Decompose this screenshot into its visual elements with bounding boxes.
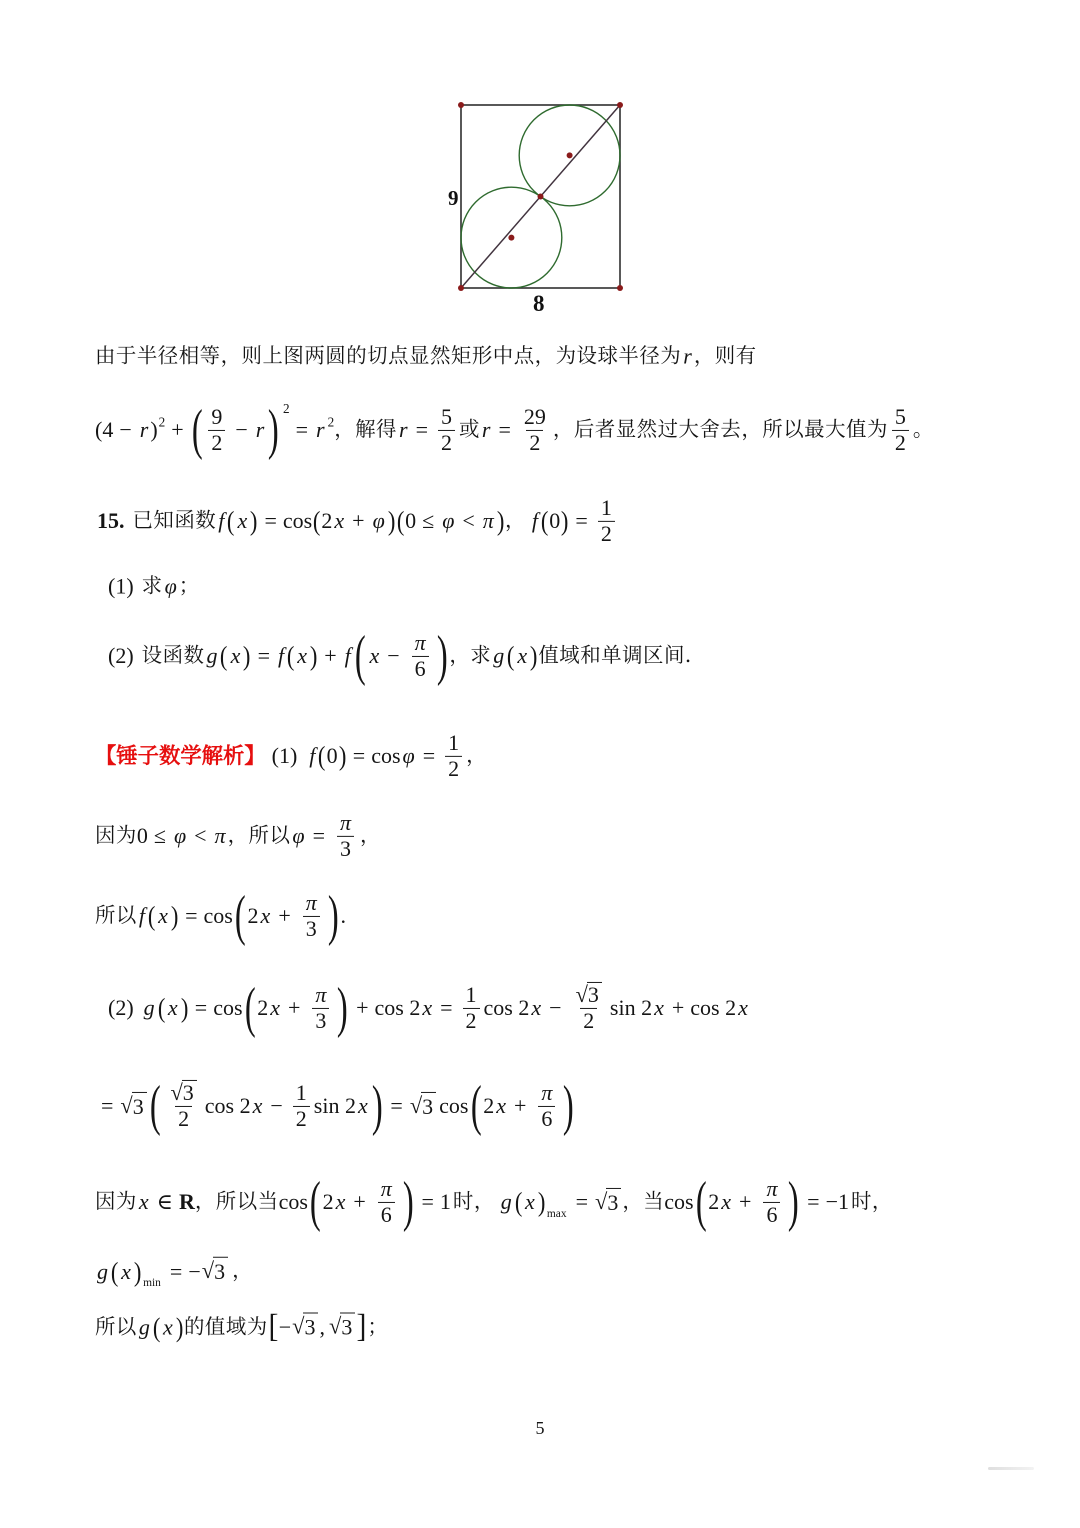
paragraph-radius-equal: 由于半径相等，则上图两圆的切点显然矩形中点，为设球半径为 r ，则有 (95, 343, 757, 369)
solution-range: 所以 g ( x ) 的值域为 [ − √ 3 , √ 3 ] ； (95, 1308, 389, 1345)
geometry-figure (440, 90, 710, 325)
problem-15: 15. 已知函数 f ( x ) = cos ( 2 x + φ ) ( 0 ≤ φ < π ) ， f ( 0 ) = $\frac{1}{2}$ (97, 496, 619, 546)
solution-gx-expand: (2) g ( x ) = cos ( 2 x + $\frac{\pi}{3}$ ) + cos 2 x = $\frac{1}{2}$ cos 2 x − √ 3 2 sin 2 x + cos 2 x (108, 976, 748, 1039)
figure-label-width: 8 (533, 291, 545, 316)
solution-fx: 所以 f ( x ) = cos ( 2 x + $\frac{\pi}{3}$ ) . (95, 884, 346, 947)
figure-svg (440, 90, 710, 325)
solution-gx-simplify: = √ 3 ( √ 3 2 cos 2 x − $\frac{1}{2}$ sin 2 x ) = √ 3 cos ( 2 x + $\frac{\pi}{6}$ ) (101, 1074, 575, 1137)
solution-max-min: 因为 x ∈ R ，所以当 cos ( 2 x + $\frac{\pi}{6}$ ) = 1 时， g ( x ) max = √ 3 ，当 cos ( 2 x + $\frac{\pi}{6}$ ) = −1 时， (95, 1170, 893, 1233)
question-1: (1) 求 φ ； (108, 573, 200, 599)
solution-min: g ( x ) min = − √ 3 ， (97, 1255, 254, 1289)
equation-solve-r: (4 − r ) 2 + ( $\frac{9}{2}$ − r ) 2 = r 2 ，解得 r = $\frac{5}{2}$ 或 r = $\frac{29}{2}$ ，后者显然过大舍去，所以最大值为 $\frac{5}{2}$ 。 (95, 398, 934, 461)
smudge-mark (988, 1467, 1034, 1470)
solution-phi: 因为 0 ≤ φ < π ，所以 φ = $\frac{\pi}{3}$ ， (95, 809, 381, 861)
figure-label-height: 9 (448, 186, 459, 210)
question-2: (2) 设函数 g ( x ) = f ( x ) + f ( x − $\frac{\pi}{6}$ ) ，求 g ( x ) 值域和单调区间． (108, 624, 706, 687)
page-number: 5 (535, 1418, 545, 1438)
solution-part1: 【锤子数学解析】 (1) f ( 0 ) = cos φ = $\frac{1}{2}$ ， (95, 729, 488, 781)
